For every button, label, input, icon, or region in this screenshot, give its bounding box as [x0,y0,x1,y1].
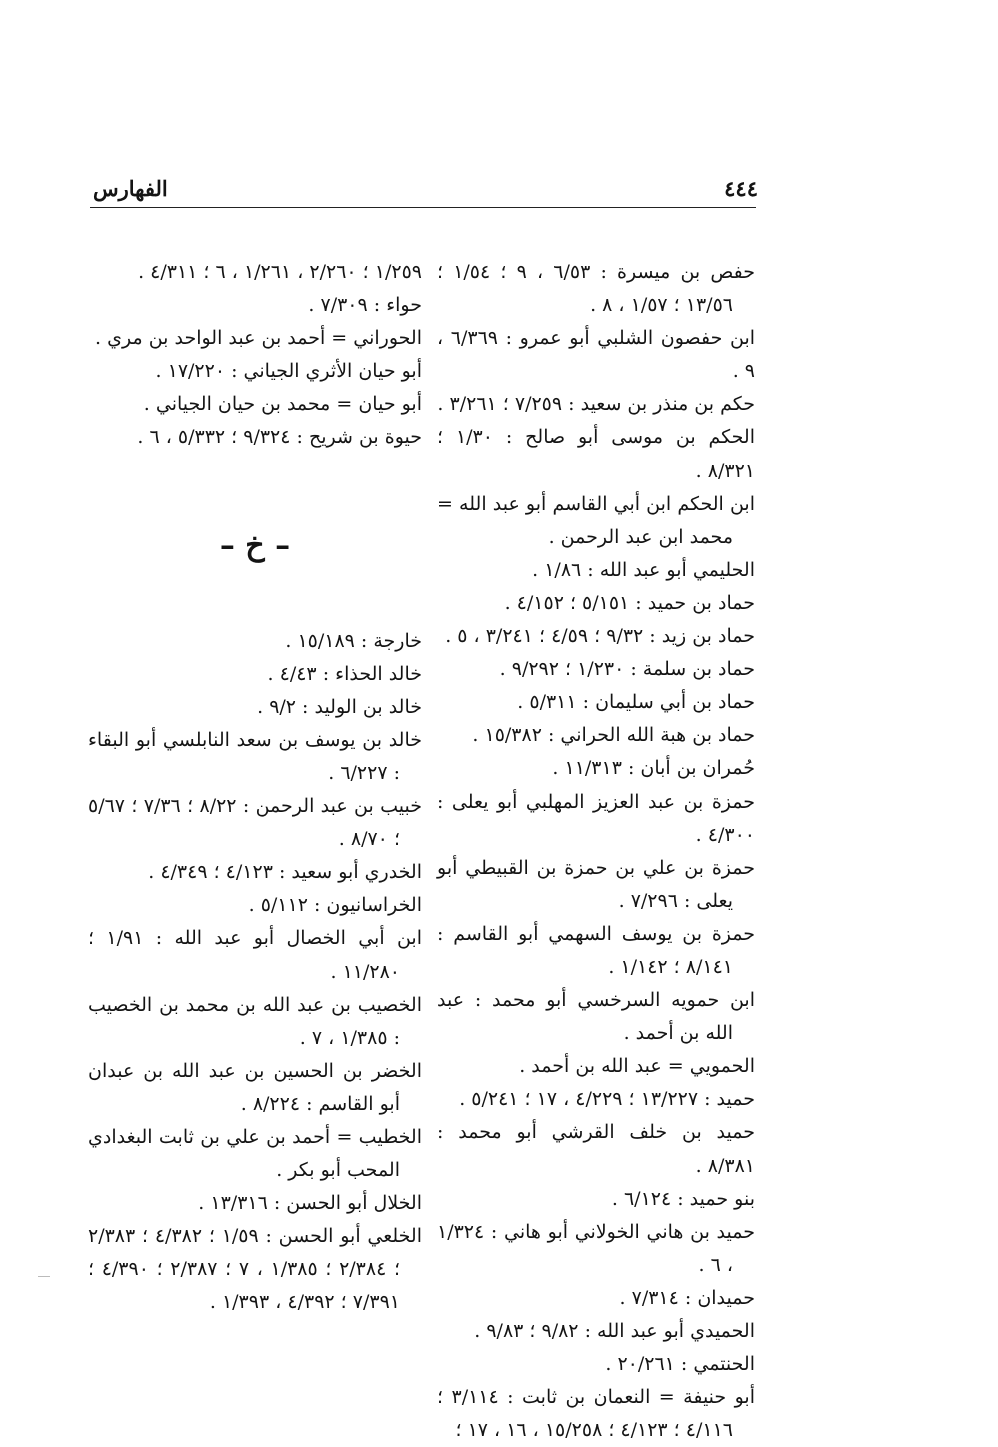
index-entry: حماد بن حميد : ٥/١٥١ ؛ ٤/١٥٢ . [504,591,755,614]
index-entry: الحنتمي : ٢٠/٢٦١ . [605,1353,755,1376]
index-entry: حماد بن هبة الله الحراني : ١٥/٣٨٢ . [472,724,755,747]
index-entry: ابن الحكم ابن أبي القاسم أبو عبد الله = محمد ابن عبد الرحمن . [437,492,755,548]
index-entry: ابن حفصون الشلبي أبو عمرو : ٦/٣٦٩ ، ٩ . [437,327,756,383]
index-entry: الحكم بن موسى أبو صالح : ١/٣٠ ؛ ٨/٣٢١ . [437,426,755,482]
index-entry: الخضر بن الحسين بن عبد الله بن عبدان أبو القاسم : ٨/٢٢٤ . [88,1059,422,1115]
index-entry: خارجة : ١٥/١٨٩ . [285,629,422,652]
index-entry: حماد بن أبي سليمان : ٥/٣١١ . [517,691,755,714]
index-entry: حميدان : ٧/٣١٤ . [619,1286,755,1309]
index-entry: ابن حمويه السرخسي أبو محمد : عبد الله بن أحمد . [437,989,755,1045]
index-entry: الخطيب = أحمد بن علي بن ثابت البغدادي المحب أبو بكر . [88,1125,422,1182]
index-entry: الخصيب بن عبد الله بن محمد بن الخصيب : ١/٣٨٥ ، ٧ . [88,993,422,1049]
index-entry: حفص بن ميسرة : ٦/٥٣ ، ٩ ؛ ١/٥٤ ؛ ١٣/٥٦ ؛ ١/٥٧ ، ٨ . [437,261,755,317]
index-entry: الحمويي = عبد الله بن أحمد . [519,1055,755,1078]
scan-mark [38,1276,50,1277]
index-entry: حماد بن سلمة : ١/٢٣٠ ؛ ٩/٢٩٢ . [499,658,755,681]
index-entry: بنو حميد : ٦/١٢٤ . [611,1187,755,1210]
index-entry: خبيب بن عبد الرحمن : ٨/٢٢ ؛ ٧/٣٦ ؛ ٥/٦٧ ؛ ٨/٧٠ . [88,795,423,851]
index-entry: الخلعي أبو الحسن : ١/٥٩ ؛ ٤/٣٨٢ ؛ ٢/٣٨٣ ؛ ٢/٣٨٤ ؛ ١/٣٨٥ ، ٧ ؛ ٢/٣٨٧ ؛ ٤/٣٩٠ ؛ ٧/٣٩١ ؛ ٤/٣٩٢ ، ١/٣٩٣ . [88,1225,422,1314]
index-entry: أبو حيان الأثري الجياني : ١٧/٢٢٠ . [155,360,422,383]
index-entry: خالد بن يوسف بن سعد النابلسي أبو البقاء : ٦/٢٢٧ . [88,728,422,784]
index-entry: خالد بن الوليد : ٩/٢ . [257,695,422,718]
index-entry: حمزة بن علي بن حمزة بن القبيطي أبو يعلى : ٧/٢٩٦ . [437,856,755,912]
index-entry: حُمران بن أبان : ١١/٣١٣ . [552,757,755,780]
index-entry: حميد بن هاني الخولاني أبو هاني : ١/٣٢٤ ، ٦ . [437,1220,755,1276]
index-entry: الخراسانيون : ٥/١١٢ . [248,894,422,917]
index-entry: الخلال أبو الحسن : ١٣/٣١٦ . [198,1192,422,1215]
page-number: ٤٤٤ [724,176,758,201]
running-title: الفهارس [93,176,168,201]
index-entry: حميد : ١٣/٢٢٧ ؛ ٤/٢٢٩ ، ١٧ ؛ ٥/٢٤١ . [459,1088,755,1111]
index-entry: الحليمي أبو عبد الله : ١/٨٦ . [532,558,755,581]
index-entry: حكم بن منذر بن سعيد : ٧/٢٥٩ ؛ ٣/٢٦١ . [437,393,755,416]
index-entry: حمزة بن يوسف السهمي أبو القاسم : ٨/١٤١ ؛ ١/١٤٢ . [437,922,755,978]
index-entry: الحوراني = أحمد بن عبد الواحد بن مري . [95,327,422,350]
index-column-right [437,256,755,1447]
index-entry: ابن أبي الخصال أبو عبد الله : ١/٩١ ؛ ١١/٢٨٠ . [88,927,422,983]
index-entry: حواء : ٧/٣٠٩ . [308,294,422,317]
index-entry: أبو حيان = محمد بن حيان الجياني . [143,393,422,416]
index-entry: حمزة بن عبد العزيز المهلبي أبو يعلى : ٤/٣٠٠ . [437,790,755,846]
index-entry: خالد الحذاء : ٤/٤٣ . [267,662,422,685]
index-entry: حميد بن خلف القرشي أبو محمد : ٨/٣٨١ . [437,1121,755,1177]
index-entry: الخدري أبو سعيد : ٤/١٢٣ ؛ ٤/٣٤٩ . [148,861,422,884]
index-entry: ١/٢٥٩ ؛ ٢/٢٦٠ ، ١/٢٦١ ، ٦ ؛ ٤/٣١١ . [138,261,422,283]
index-column-left [88,256,422,1320]
index-entry: أبو حنيفة = النعمان بن ثابت : ٣/١١٤ ؛ ٤/١١٦ ؛ ٤/١٢٣ ؛ ١٥/٢٥٨ ، ١٦ ، ١٧ ؛ [437,1386,755,1442]
index-entry: حماد بن زيد : ٩/٣٢ ؛ ٤/٥٩ ؛ ٣/٢٤١ ، ٥ . [445,625,755,648]
section-letter-heading: – خ – [219,527,291,563]
index-entry: حيوة بن شريح : ٩/٣٢٤ ؛ ٥/٣٣٢ ، ٦ . [137,426,422,449]
index-entry: الحميدي أبو عبد الله : ٩/٨٢ ؛ ٩/٨٣ . [474,1320,755,1342]
header-rule [90,207,756,208]
